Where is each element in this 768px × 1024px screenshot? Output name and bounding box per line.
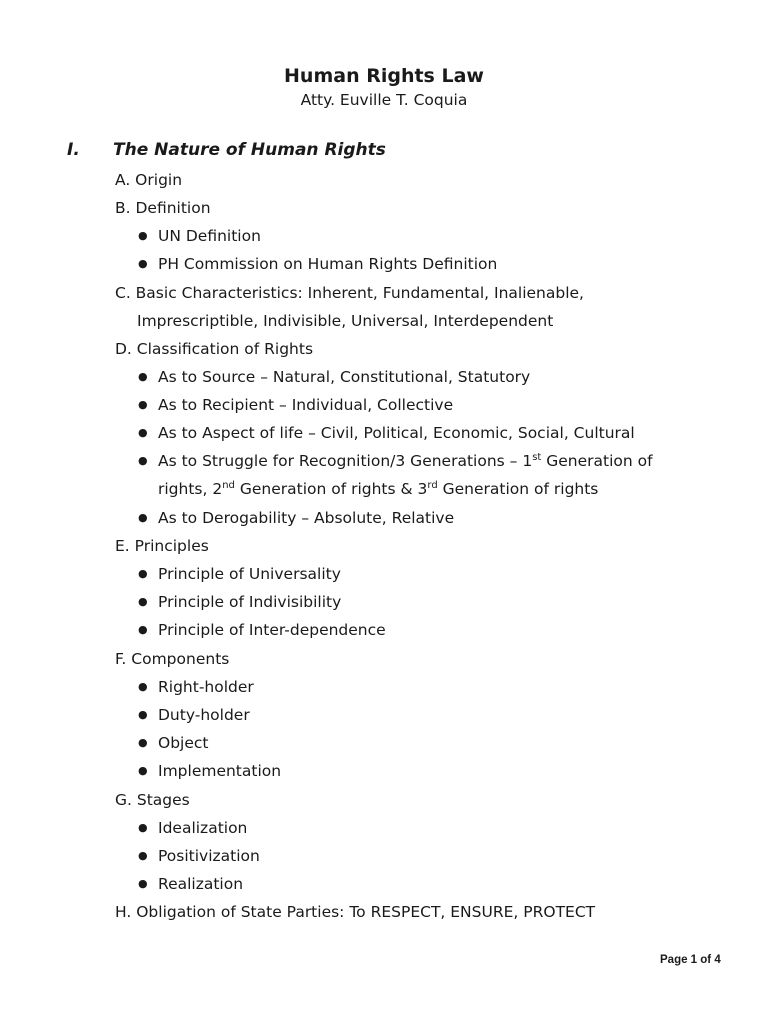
list-item: As to Aspect of life – Civil, Political, Economic, Social, Cultural: [158, 424, 635, 442]
list-item: Implementation: [158, 762, 282, 780]
bullet-icon: ●: [138, 426, 148, 439]
list-item: Principle of Indivisibility: [158, 593, 342, 611]
bullet-icon: ●: [138, 229, 148, 242]
list-item: As to Source – Natural, Constitutional, Statutory: [158, 368, 531, 386]
list-item: Positivization: [158, 847, 260, 865]
document-author: Atty. Euville T. Coquia: [300, 91, 468, 109]
bullet-icon: ●: [138, 595, 148, 608]
list-item: As to Derogability – Absolute, Relative: [158, 509, 455, 527]
list-item: Principle of Inter-dependence: [158, 621, 386, 639]
bullet-icon: ●: [138, 680, 148, 693]
outline-item-e: E. Principles: [115, 537, 209, 555]
list-item: Principle of Universality: [158, 565, 341, 583]
bullet-icon: ●: [138, 370, 148, 383]
bullet-icon: ●: [138, 567, 148, 580]
bullet-icon: ●: [138, 708, 148, 721]
list-item: Right-holder: [158, 678, 254, 696]
list-item: UN Definition: [158, 227, 261, 245]
outline-item-b: B. Definition: [115, 199, 211, 217]
bullet-icon: ●: [138, 511, 148, 524]
bullet-icon: ●: [138, 849, 148, 862]
bullet-icon: ●: [138, 736, 148, 749]
bullet-icon: ●: [138, 454, 148, 467]
list-item-generations-continued: rights, 2nd Generation of rights & 3rd Generation of rights: [158, 480, 599, 498]
outline-item-g: G. Stages: [115, 791, 190, 809]
bullet-icon: ●: [138, 764, 148, 777]
list-item-generations: As to Struggle for Recognition/3 Generations – 1st Generation of: [158, 452, 653, 470]
bullet-icon: ●: [138, 257, 148, 270]
list-item: Object: [158, 734, 209, 752]
list-item: Idealization: [158, 819, 248, 837]
section-numeral: I.: [67, 140, 80, 160]
list-item: Realization: [158, 875, 244, 893]
section-title: The Nature of Human Rights: [113, 140, 386, 160]
outline-item-d: D. Classification of Rights: [115, 340, 314, 358]
outline-item-f: F. Components: [115, 650, 230, 668]
document-title: Human Rights Law: [284, 65, 484, 87]
outline-item-h: H. Obligation of State Parties: To RESPECT, ENSURE, PROTECT: [115, 903, 596, 921]
list-item: PH Commission on Human Rights Definition: [158, 255, 498, 273]
bullet-icon: ●: [138, 877, 148, 890]
outline-item-c: C. Basic Characteristics: Inherent, Fundamental, Inalienable,: [115, 284, 584, 302]
list-item: As to Recipient – Individual, Collective: [158, 396, 454, 414]
outline-item-a: A. Origin: [115, 171, 183, 189]
list-item: Duty-holder: [158, 706, 250, 724]
bullet-icon: ●: [138, 398, 148, 411]
page-number: Page 1 of 4: [660, 954, 721, 966]
bullet-icon: ●: [138, 623, 148, 636]
bullet-icon: ●: [138, 821, 148, 834]
outline-item-c-continued: Imprescriptible, Indivisible, Universal, Interdependent: [137, 312, 554, 330]
